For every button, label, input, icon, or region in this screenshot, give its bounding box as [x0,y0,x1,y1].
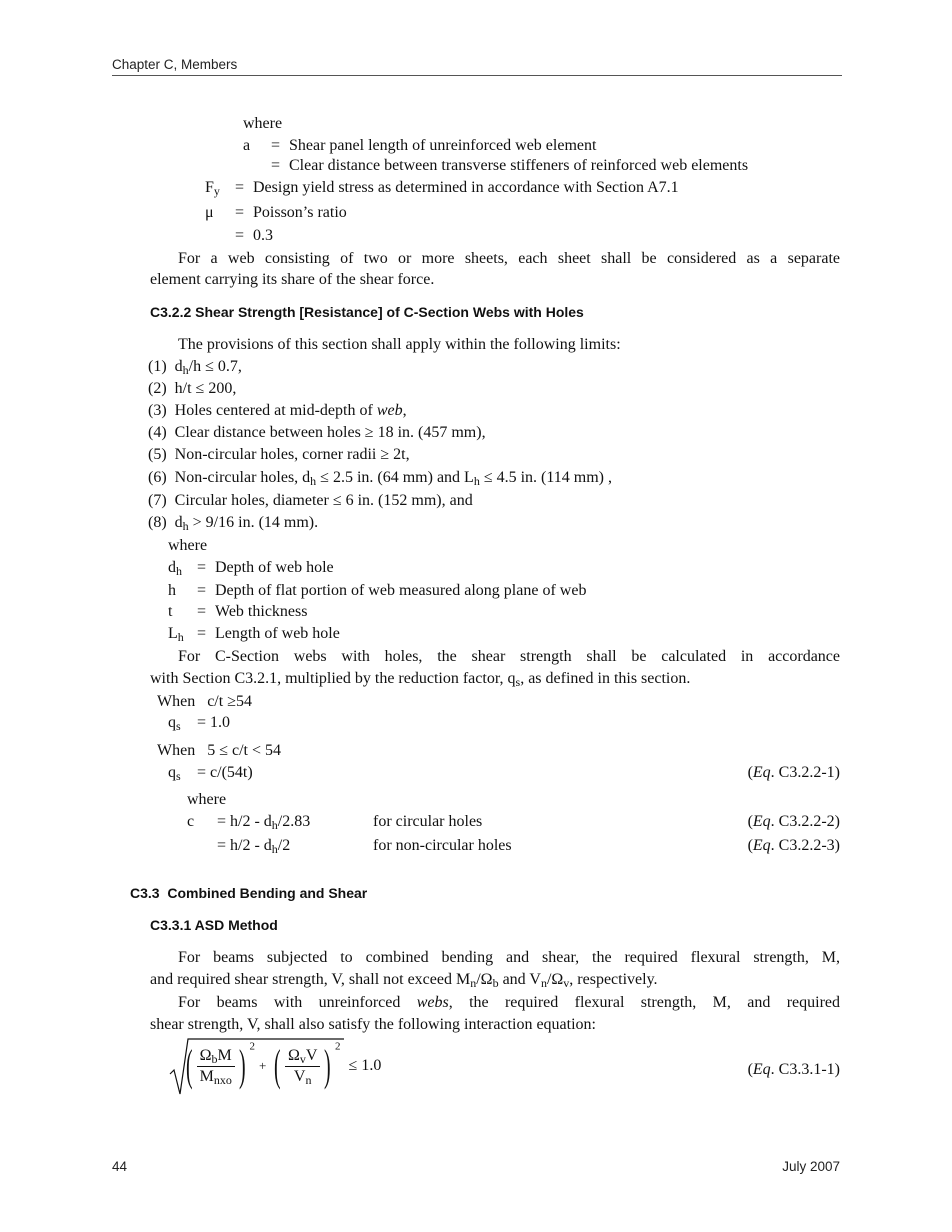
text: = h/2 - d [217,837,272,854]
item-number: (1) [148,358,167,375]
subscript: h [473,474,480,488]
plus: + [258,1058,267,1073]
eq-word: Eq [752,837,771,854]
eq-id: C3.2.2-2 [778,813,835,830]
intro-text: The provisions of this section shall apply within the following limits: [178,336,621,353]
item-text: Non-circular holes, d [174,469,311,486]
exponent: 2 [335,1040,341,1053]
qs-symbol [168,714,181,732]
symbol: a [243,137,251,154]
paragraph-line: For beams subjected to combined bending and shear, the required flexural strength, M, [178,949,840,966]
text: = h/2 - d [217,813,272,830]
def-text: Length of web hole [215,625,340,642]
item-text: ≤ 4.5 in. (114 mm) , [479,469,613,486]
limit-item [148,358,242,376]
subscript: n [540,976,547,990]
equals: = [197,582,207,599]
def-symbol: h [168,582,176,599]
item-number: (2) [148,380,167,397]
limit-item [148,402,407,420]
subscript: v [563,976,570,990]
mu-def: Poisson’s ratio [253,204,347,221]
text: , the required flexural strength, M, and required [448,994,841,1011]
subscript: n [470,976,477,990]
limit-item [148,469,612,487]
italic-term: webs [416,994,449,1011]
text: /Ω [476,971,493,988]
item-text: /h ≤ 0.7, [188,358,242,375]
paragraph-line [150,670,690,688]
where-label: where [243,115,283,132]
var-mu: μ [205,204,214,221]
item-number: (5) [148,446,167,463]
symbol: L [168,625,178,642]
text: M [199,1067,214,1085]
item-text: h/t ≤ 200, [174,380,237,397]
subscript: b [211,1051,218,1066]
subscript: h [271,842,278,856]
equals: = [235,227,245,244]
text: and V [498,971,541,988]
equals: = [235,179,245,196]
paragraph-line: For a web consisting of two or more sheets, each sheet shall be considered as a separate [178,250,840,267]
def-symbol [168,559,182,577]
a-def-2: Clear distance between transverse stiffeners of reinforced web elements [289,157,749,174]
text: /2 [277,837,291,854]
subscript: v [299,1051,306,1066]
equals: = [235,204,245,221]
paragraph-line [150,994,840,1012]
qs-value-1: = 1.0 [197,714,231,731]
var-a [243,137,250,155]
symbol: F [205,179,214,196]
header-divider [112,75,842,76]
subscript: h [182,363,189,377]
text: V [305,1046,318,1064]
equation-number: (Eq. C3.2.2-1) [747,764,840,781]
paragraph-line: shear strength, V, shall also satisfy the following interaction equation: [150,1016,596,1033]
text: V [293,1067,306,1085]
text: For beams with unreinforced [178,994,417,1011]
running-header: Chapter C, Members [112,57,238,72]
def-text: Depth of web hole [215,559,334,576]
interaction-equation [168,1036,398,1098]
var-fy [205,179,220,197]
text: M [217,1046,232,1064]
text: with Section C3.2.1, multiplied by the reduction factor, q [150,670,516,687]
item-text: > 9/16 in. (14 mm). [188,514,319,531]
subscript: h [310,474,317,488]
def-text: Depth of flat portion of web measured along plane of web [215,582,587,599]
eq-id: C3.3.1-1 [778,1061,835,1078]
limit-item [148,514,318,532]
fraction-shear [285,1046,320,1087]
eq-id: C3.2.2-3 [778,837,835,854]
where-label: where [168,537,208,554]
item-text: Circular holes, diameter ≤ 6 in. (152 mm), and [174,492,473,509]
subscript: h [177,630,184,644]
subscript: s [176,769,181,783]
mu-value: 0.3 [253,227,273,244]
c-note-2: for non-circular holes [373,837,512,854]
subscript: y [213,184,220,198]
equation-number: (Eq. C3.3.1-1) [747,1061,840,1078]
symbol: q [168,714,176,731]
where-label: where [187,791,227,808]
limit-item [148,446,410,464]
item-text: ≤ 2.5 in. (64 mm) and L [316,469,474,486]
subscript: s [515,675,521,689]
fraction-moment [197,1046,235,1087]
item-text: Clear distance between holes ≥ 18 in. (457 mm), [174,424,486,441]
paragraph-line [150,971,658,989]
section-heading-c33: C3.3 Combined Bending and Shear [130,885,368,901]
limit-item [148,492,473,510]
text: , as defined in this section. [520,670,691,687]
condition-1: When c/t ≥54 [157,693,252,710]
item-text: , [402,402,407,419]
qs-value-2: = c/(54t) [197,764,253,781]
item-number: (8) [148,514,167,531]
paragraph-line: For C-Section webs with holes, the shear strength shall be calculated in accordance [178,648,840,665]
limit-item [148,380,236,398]
equation-body: ( $\frac{\Omega_bM}{M_{nxo}}$ ) $^2$ + ( $\frac{\Omega_vV}{V_n}$ ) $^2$ ≤ 1.0 [186,1040,382,1090]
c-symbol: c [187,813,195,830]
inequality: ≤ 1.0 [348,1057,382,1074]
equals: = [197,603,207,620]
c-formula-2 [217,837,290,855]
equals: = [197,625,207,642]
exponent: 2 [249,1040,255,1053]
item-number: (7) [148,492,167,509]
text: and required shear strength, V, shall not exceed M [150,971,471,988]
eq-word: Eq [752,813,771,830]
item-number: (6) [148,469,167,486]
eq-word: Eq [752,1061,771,1078]
omega: Ω [287,1046,300,1064]
subscript: h [182,519,189,533]
def-symbol [168,625,184,643]
item-number: (4) [148,424,167,441]
page-number: 44 [112,1159,128,1174]
equals: = [271,137,281,154]
footer-date: July 2007 [782,1159,840,1174]
symbol: d [168,559,176,576]
text: /Ω [546,971,564,988]
subscript: b [492,976,499,990]
fy-def: Design yield stress as determined in accordance with Section A7.1 [253,179,679,196]
c-note-1: for circular holes [373,813,483,830]
symbol: q [168,764,176,781]
section-heading-c322: C3.2.2 Shear Strength [Resistance] of C-Section Webs with Holes [150,304,584,320]
item-text: d [174,514,183,531]
eq-id: C3.2.2-1 [778,764,835,781]
item-number: (3) [148,402,167,419]
equals: = [197,559,207,576]
paragraph-line: element carrying its share of the shear force. [150,271,435,288]
a-def-1: Shear panel length of unreinforced web element [289,137,597,154]
subscript: nxo [213,1072,232,1087]
item-text: d [174,358,183,375]
item-text: Holes centered at mid-depth of [174,402,377,419]
item-text: Non-circular holes, corner radii ≥ 2t, [174,446,410,463]
italic-term: web [376,402,403,419]
section-heading-c331: C3.3.1 ASD Method [150,917,278,933]
def-text: Web thickness [215,603,308,620]
text: /2.83 [277,813,311,830]
def-symbol: t [168,603,173,620]
equals: = [271,157,281,174]
subscript: h [271,818,278,832]
equation-number: (Eq. C3.2.2-3) [747,837,840,854]
condition-2: When 5 ≤ c/t < 54 [157,742,281,759]
limit-item [148,424,486,442]
qs-symbol [168,764,181,782]
equation-number: (Eq. C3.2.2-2) [747,813,840,830]
omega: Ω [199,1046,212,1064]
subscript: n [305,1072,312,1087]
text: , respectively. [569,971,658,988]
subscript: s [176,719,181,733]
c-formula-1 [217,813,310,831]
eq-word: Eq [752,764,771,781]
subscript: h [176,564,182,578]
